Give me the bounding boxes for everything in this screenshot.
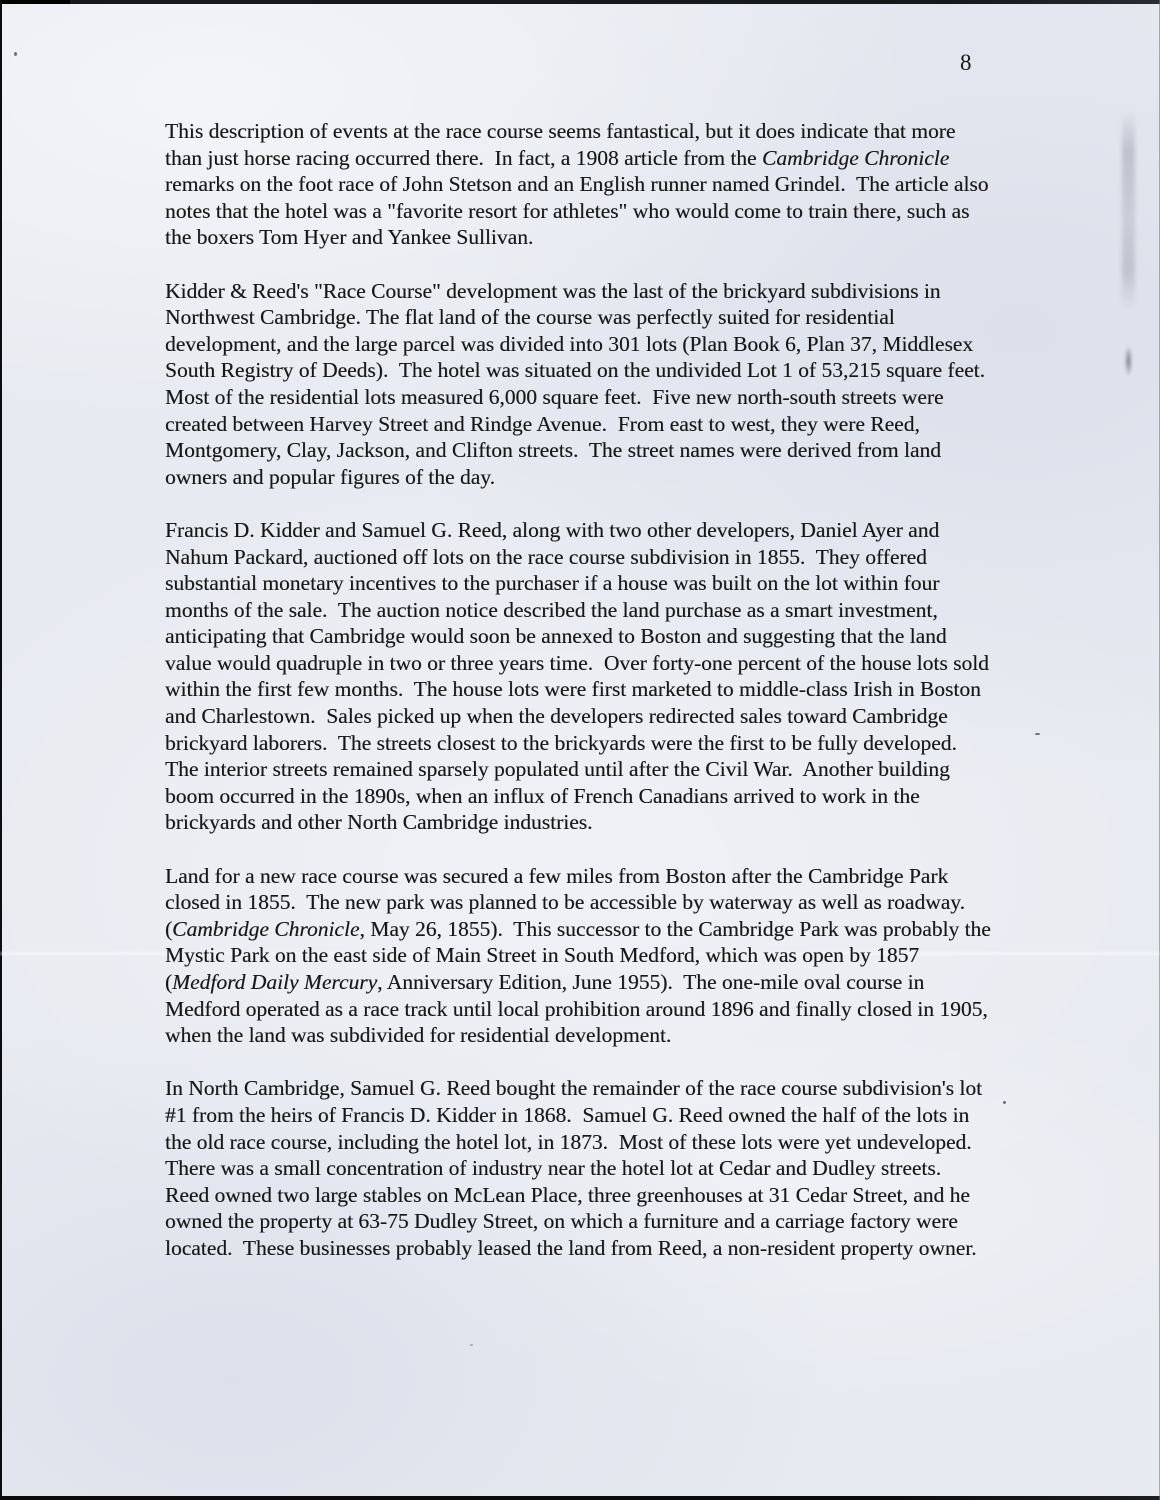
text-run: Kidder & Reed's "Race Course" development was the last of the brickyard subdivisions in Northwest Cambridge. The flat land of the course was perfectly suited for residential development, and the large parcel was divided into 301 lots (Plan Book 6, Plan 37, Middlesex South Registry of Deeds). The hotel was situated on the undivided Lot 1 of 53,215 square feet. Most of the residential lots measured 6,000 square feet. Five new north-south streets were created between Harvey Street and Rindge Avenue. From east to west, they were Reed, Montgomery, Clay, Jackson, and Clifton streets. The street names were derived from land owners and popular figures of the day. [165,278,996,489]
italic-text-run: Medford Daily Mercury [172,970,378,994]
text-run: Francis D. Kidder and Samuel G. Reed, along with two other developers, Daniel Ayer and Nahum Packard, auctioned off lots on the race course subdivision in 1855. They offered substantial monetary incentives to the purchaser if a house was built on the lot within four months of the sale. The auction notice described the land purchase as a smart investment, anticipating that Cambridge would soon be annexed to Boston and suggesting that the land value would quadruple in two or three years time. Over forty-one percent of the house lots sold within the first few months. The house lots were first marketed to middle-class Irish in Boston and Charlestown. Sales picked up when the developers redirected sales toward Cambridge brickyard laborers. The streets closest to the brickyards were the first to be fully developed. The interior streets remained sparsely populated until after the Civil War. Another building boom occurred in the 1890s, when an influx of French Canadians arrived to work in the brickyards and other North Cambridge industries. [165,517,995,835]
paragraph [165,517,995,836]
page-number: 8 [960,50,972,75]
document-body [165,118,995,1288]
paragraph [165,118,995,251]
text-run: This description of events at the race course seems fantastical, but it does indicate that more than just horse racing occurred there. In fact, a 1908 article from the [165,119,961,170]
text-run: , Anniversary Edition, June 1955). The one-mile oval course in Medford operated as a race track until local prohibition around 1896 and finally closed in 1905, when the land was subdivided for residential development. [165,970,994,1048]
scan-edge-top [0,0,1160,4]
scan-edge-bottom [0,1496,1160,1500]
paragraph [165,863,995,1049]
scan-speck [1003,1101,1006,1104]
paragraph [165,1075,995,1261]
text-run: remarks on the foot race of John Stetson and an English runner named Grindel. The article also notes that the hotel was a "favorite resort for athletes" who would come to train there, such as the boxers Tom Hyer and Yankee Sullivan. [165,145,994,250]
text-run: Land for a new race course was secured a few miles from Boston after the Cambridge Park closed in 1855. The new park was planned to be accessible by waterway as well as roadway. ( [165,863,971,941]
text-run: In North Cambridge, Samuel G. Reed bought the remainder of the race course subdivision's lot #1 from the heirs of Francis D. Kidder in 1868. Samuel G. Reed owned the half of the lots in the old race course, including the hotel lot, in 1873. Most of these lots were yet undeveloped. There was a small concentration of industry near the hotel lot at Cedar and Dudley streets. Reed owned two large stables on McLean Place, three greenhouses at 31 Cedar Street, and he owned the property at 63-75 Dudley Street, on which a furniture and a carriage factory were located. These businesses probably leased the land from Reed, a non-resident property owner. [165,1076,988,1260]
italic-text-run: Cambridge Chronicle [172,916,360,941]
scan-speck [14,52,17,56]
text-run: , May 26, 1855). This successor to the Cambridge Park was probably the Mystic Park on the east side of Main Street in South Medford, which was open by 1857 ( [165,916,997,994]
scan-speck [470,1344,473,1346]
italic-text-run: Cambridge Chronicle [761,145,950,170]
paragraph [165,278,995,491]
scan-speck [1035,733,1040,735]
scan-smudge-artifact [1124,345,1133,377]
scan-streak-artifact [1122,110,1135,310]
scan-edge-left [0,0,2,1500]
